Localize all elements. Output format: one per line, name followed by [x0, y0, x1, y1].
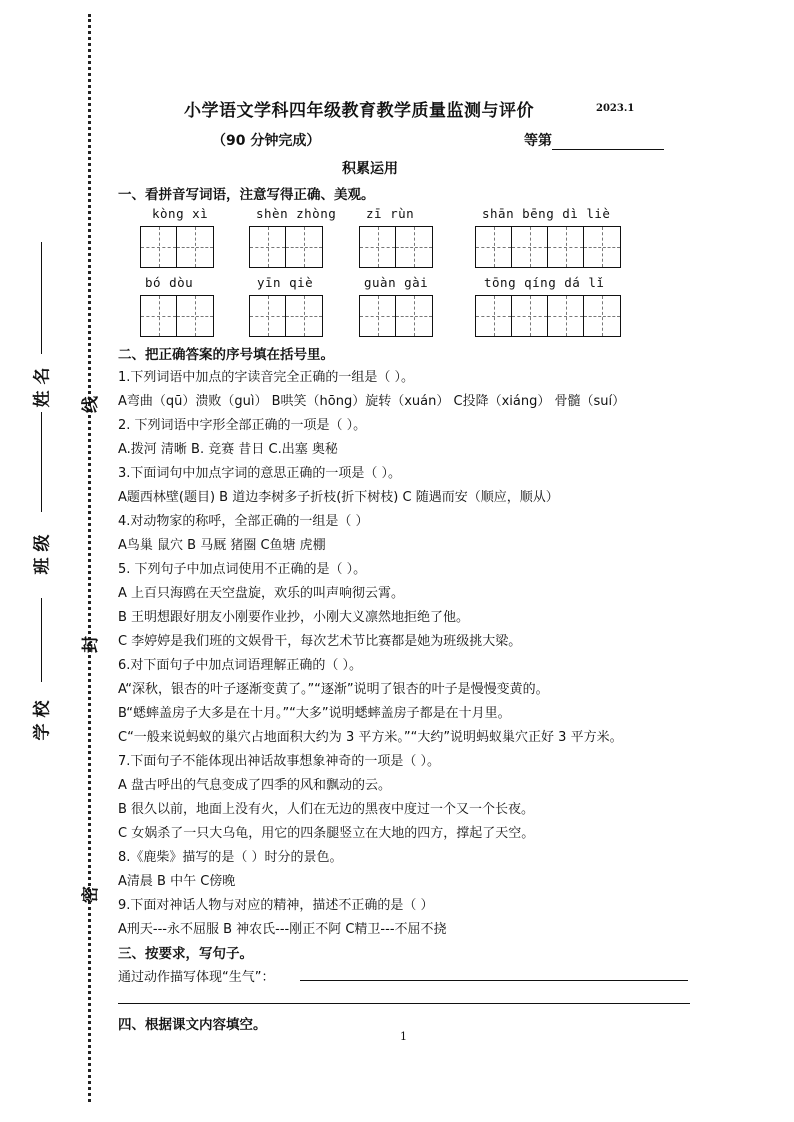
question-line: 2. 下列词语中字形全部正确的一项是（ ）。 — [118, 418, 367, 433]
question-line: 7.下面句子不能体现出神话故事想象神奇的一项是（ ）。 — [118, 754, 441, 769]
binding-dotted-line — [88, 14, 91, 1102]
pinyin-label: tōng qíng dá lǐ — [484, 275, 605, 290]
pinyin-label: guàn gài — [364, 275, 429, 290]
question-line: 6.对下面句子中加点词语理解正确的（ ）。 — [118, 658, 363, 673]
writing-grid[interactable] — [475, 226, 621, 268]
writing-grid[interactable] — [249, 226, 323, 268]
answer-line[interactable] — [300, 980, 688, 981]
part2-heading: 二、把正确答案的序号填在括号里。 — [118, 347, 334, 363]
question-line: B“蟋蟀盖房子大多是在十月。”“大多”说明蟋蟀盖房子都是在十月里。 — [118, 706, 511, 721]
pinyin-label: shèn zhòng — [256, 206, 337, 221]
seal-word-feng: 封 — [81, 636, 101, 653]
school-label: 学 校 — [32, 700, 53, 741]
pinyin-label: bó dòu — [145, 275, 194, 290]
part4-heading: 四、根据课文内容填空。 — [118, 1017, 267, 1033]
class-label: 班 级 — [32, 534, 53, 575]
page-title: 小学语文学科四年级教育教学质量监测与评价 — [184, 101, 534, 121]
writing-grid[interactable] — [249, 295, 323, 337]
writing-grid[interactable] — [359, 295, 433, 337]
question-line: C“一般来说蚂蚁的巢穴占地面积大约为 3 平方米。”“大约”说明蚂蚁巢穴正好 3 平方米。 — [118, 730, 623, 745]
question-line: A弯曲（qū）溃败（guì） B哄笑（hōng）旋转（xuán） C投降（xiáng） 骨髓（suí） — [118, 394, 626, 409]
question-line: A鸟巢 鼠穴 B 马厩 猪圈 C鱼塘 虎棚 — [118, 538, 326, 553]
question-line: A 上百只海鸥在天空盘旋，欢乐的叫声响彻云霄。 — [118, 586, 405, 601]
page-number: 1 — [400, 1030, 407, 1043]
question-line: A清晨 B 中午 C傍晚 — [118, 874, 236, 889]
grade-field — [524, 130, 664, 150]
writing-grid[interactable] — [140, 295, 214, 337]
pinyin-label: zī rùn — [366, 206, 415, 221]
part3-prompt: 通过动作描写体现“生气”： — [118, 970, 275, 985]
question-line: A.拨河 清晰 B. 竞赛 昔日 C.出塞 奥秘 — [118, 442, 338, 457]
pinyin-label: kòng xì — [152, 206, 209, 221]
writing-grid[interactable] — [140, 226, 214, 268]
question-line: B 很久以前，地面上没有火，人们在无边的黑夜中度过一个又一个长夜。 — [118, 802, 535, 817]
class-blank — [41, 412, 42, 512]
part3-heading: 三、按要求，写句子。 — [118, 946, 253, 962]
question-line: 8.《鹿柴》描写的是（ ）时分的景色。 — [118, 850, 343, 865]
question-line: A 盘古呼出的气息变成了四季的风和飘动的云。 — [118, 778, 392, 793]
school-blank — [41, 598, 42, 682]
question-line: C 李婷婷是我们班的文娱骨干，每次艺术节比赛都是她为班级挑大梁。 — [118, 634, 522, 649]
exam-duration: （90 分钟完成） — [212, 133, 321, 149]
pinyin-label: shān bēng dì liè — [482, 206, 611, 221]
part1-heading: 一、看拼音写词语，注意写得正确、美观。 — [118, 187, 375, 203]
question-line: A“深秋，银杏的叶子逐渐变黄了。”“逐渐”说明了银杏的叶子是慢慢变黄的。 — [118, 682, 549, 697]
grade-blank[interactable] — [552, 135, 664, 150]
question-line: 9.下面对神话人物与对应的精神，描述不正确的是（ ） — [118, 898, 434, 913]
name-label: 姓 名 — [32, 367, 53, 408]
seal-word-xian: 线 — [81, 396, 101, 413]
writing-grid[interactable] — [359, 226, 433, 268]
writing-grid[interactable] — [475, 295, 621, 337]
question-line: A刑天---永不屈服 B 神农氏---刚正不阿 C精卫---不屈不挠 — [118, 922, 447, 937]
pinyin-label: yīn qiè — [257, 275, 314, 290]
question-line: A题西林壁(题目) B 道边李树多子折枝(折下树枝) C 随遇而安（顺应，顺从） — [118, 490, 559, 505]
seal-word-mi: 密 — [81, 886, 101, 903]
question-line: 5. 下列句子中加点词使用不正确的是（ ）。 — [118, 562, 367, 577]
name-blank — [41, 242, 42, 354]
answer-line[interactable] — [118, 1003, 690, 1004]
question-line: 3.下面词句中加点字词的意思正确的一项是（ ）。 — [118, 466, 402, 481]
grade-label: 等第 — [524, 133, 552, 149]
question-line: B 王明想跟好朋友小刚要作业抄，小刚大义凛然地拒绝了他。 — [118, 610, 470, 625]
question-line: 1.下列词语中加点的字读音完全正确的一组是（ ）。 — [118, 370, 415, 385]
question-line: C 女娲杀了一只大乌龟，用它的四条腿竖立在大地的四方，撑起了天空。 — [118, 826, 535, 841]
question-line: 4.对动物家的称呼，全部正确的一组是（ ） — [118, 514, 369, 529]
section-heading: 积累运用 — [342, 161, 398, 177]
exam-date: 2023.1 — [596, 103, 635, 114]
